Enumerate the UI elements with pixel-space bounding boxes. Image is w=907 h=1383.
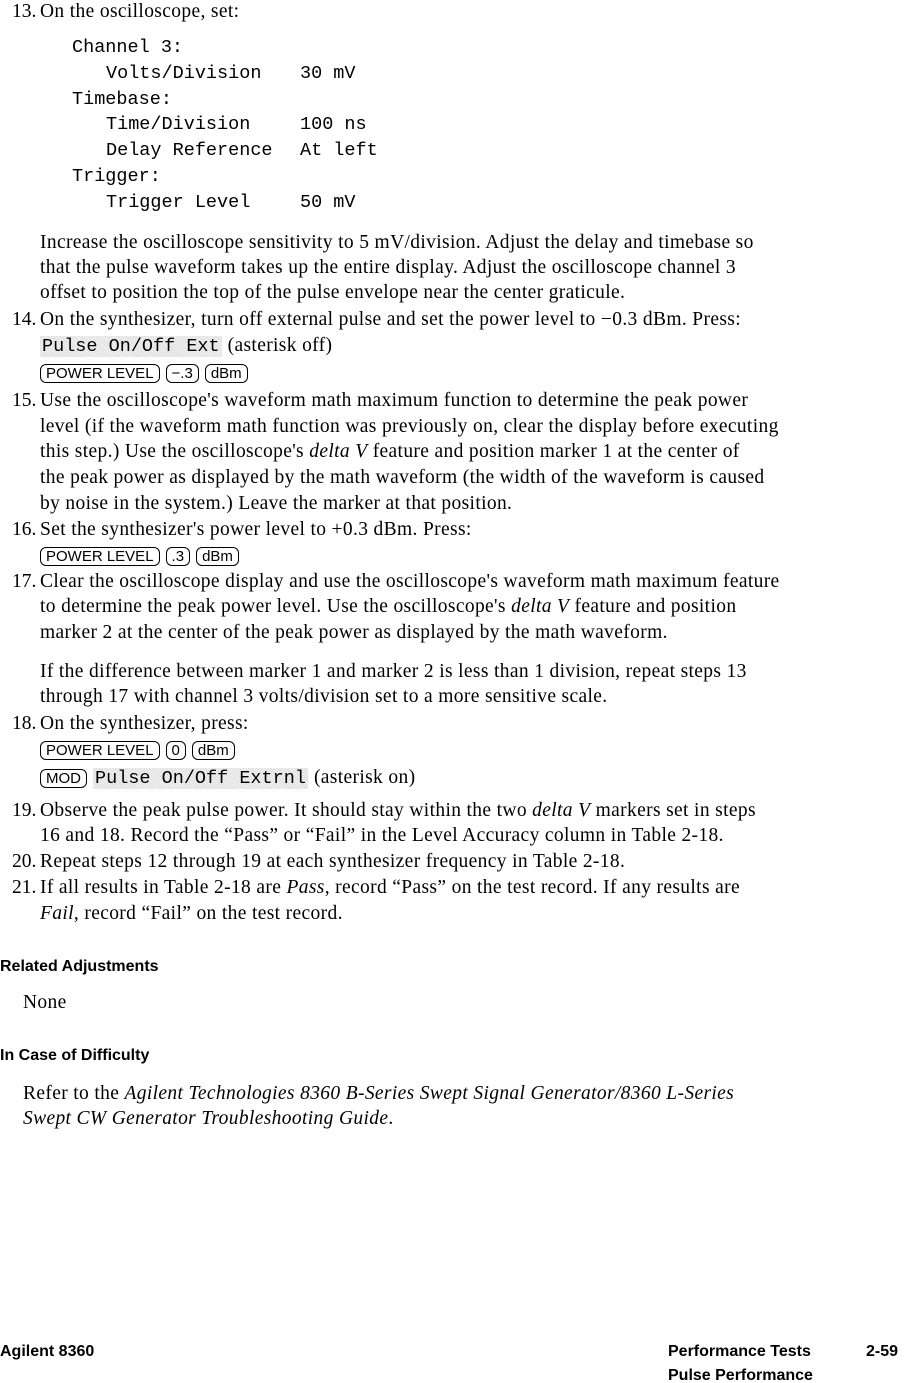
step-text: On the oscilloscope, set: [40, 1, 240, 22]
emphasis: Fail [40, 903, 74, 924]
step-text: 16 and 18. Record the “Pass” or “Fail” in the Level Accuracy column in Table 2-18. [40, 825, 724, 846]
setting-value: 100 ns [300, 114, 367, 135]
step-text: feature and position [569, 596, 737, 617]
footer-subsection: Pulse Performance [668, 1367, 813, 1383]
key-power-level: POWER LEVEL [40, 547, 160, 566]
step-text: this step.) Use the oscilloscope's [40, 441, 310, 462]
key-dbm: dBm [196, 547, 239, 566]
section-heading-in-case-of-difficulty: In Case of Difficulty [0, 1047, 150, 1064]
key-power-level: POWER LEVEL [40, 741, 160, 760]
step-text: offset to position the top of the pulse envelope near the center graticule. [40, 282, 626, 303]
step-number: 14. [12, 309, 37, 330]
setting-value: 50 mV [300, 192, 356, 213]
key-value: .3 [166, 547, 191, 566]
key-power-level: POWER LEVEL [40, 364, 160, 383]
step-text: the peak power as displayed by the math waveform (the width of the waveform is caused [40, 467, 765, 488]
key-dbm: dBm [205, 364, 248, 383]
step-text: markers set in steps [590, 800, 756, 821]
footer-page-number: 2-59 [866, 1343, 899, 1360]
setting-value: 30 mV [300, 63, 356, 84]
manual-title: Agilent Technologies 8360 B-Series Swept Signal Generator/8360 L-Series [124, 1083, 735, 1104]
step-text: On the synthesizer, press: [40, 713, 249, 734]
section-heading-related-adjustments: Related Adjustments [0, 958, 159, 975]
key-mod: MOD [40, 769, 87, 788]
setting-label: Trigger: [72, 166, 161, 187]
step-number: 17. [12, 571, 37, 592]
softkey-pulse-on-off-extrnl: Pulse On/Off Extrnl [95, 768, 306, 789]
step-number: 16. [12, 519, 37, 540]
setting-value: At left [300, 140, 378, 161]
step-text: that the pulse waveform takes up the entire display. Adjust the oscilloscope channel 3 [40, 257, 736, 278]
step-number: 13. [12, 1, 37, 22]
softkey-note: (asterisk off) [227, 335, 333, 356]
step-number: 21. [12, 877, 37, 898]
note-text: through 17 with channel 3 volts/division set to a more sensitive scale. [40, 686, 608, 707]
setting-label: Delay Reference [106, 140, 273, 161]
step-text: feature and position marker 1 at the center of [367, 441, 740, 462]
softkey-pulse-on-off-ext: Pulse On/Off Ext [42, 336, 220, 357]
softkey-note: (asterisk on) [313, 767, 416, 788]
step-text: by noise in the system.) Leave the marker at that position. [40, 493, 513, 514]
footer-product: Agilent 8360 [0, 1343, 95, 1360]
step-text: On the synthesizer, turn off external pulse and set the power level to −0.3 dBm. Press: [40, 309, 741, 330]
related-text: None [23, 992, 67, 1013]
emphasis: delta V [511, 596, 570, 617]
step-number: 15. [12, 390, 37, 411]
setting-label: Channel 3: [72, 37, 184, 58]
step-text: If all results in Table 2-18 are [40, 877, 287, 898]
step-text: to determine the peak power level. Use the oscilloscope's [40, 596, 512, 617]
emphasis: delta V [532, 800, 591, 821]
footer-section: Performance Tests [668, 1343, 811, 1360]
step-text: Set the synthesizer's power level to +0.3 dBm. Press: [40, 519, 472, 540]
setting-label: Time/Division [106, 114, 251, 135]
step-text: Repeat steps 12 through 19 at each synthesizer frequency in Table 2-18. [40, 851, 626, 872]
step-text: level (if the waveform math function was previously on, clear the display before executing [40, 416, 779, 437]
step-text: Clear the oscilloscope display and use the oscilloscope's waveform math maximum feature [40, 571, 780, 592]
difficulty-text: Refer to the [23, 1083, 125, 1104]
setting-label: Timebase: [72, 89, 172, 110]
step-text: Observe the peak pulse power. It should stay within the two [40, 800, 533, 821]
step-text: marker 2 at the center of the peak power as displayed by the math waveform. [40, 622, 668, 643]
key-value: −.3 [166, 364, 199, 383]
note-text: If the difference between marker 1 and marker 2 is less than 1 division, repeat steps 13 [40, 661, 747, 682]
emphasis: Pass [286, 877, 325, 898]
manual-title: Swept CW Generator Troubleshooting Guide [23, 1108, 389, 1129]
step-text: , record “Fail” on the test record. [73, 903, 343, 924]
setting-label: Trigger Level [106, 192, 251, 213]
difficulty-text: . [388, 1108, 394, 1129]
step-number: 20. [12, 851, 37, 872]
step-text: , record “Pass” on the test record. If any results are [324, 877, 740, 898]
key-dbm: dBm [192, 741, 235, 760]
step-number: 18. [12, 713, 37, 734]
emphasis: delta V [309, 441, 368, 462]
step-text: Use the oscilloscope's waveform math maximum function to determine the peak power [40, 390, 749, 411]
key-value: 0 [166, 741, 186, 760]
step-number: 19. [12, 800, 37, 821]
step-text: Increase the oscilloscope sensitivity to 5 mV/division. Adjust the delay and timebase so [40, 232, 754, 253]
setting-label: Volts/Division [106, 63, 262, 84]
